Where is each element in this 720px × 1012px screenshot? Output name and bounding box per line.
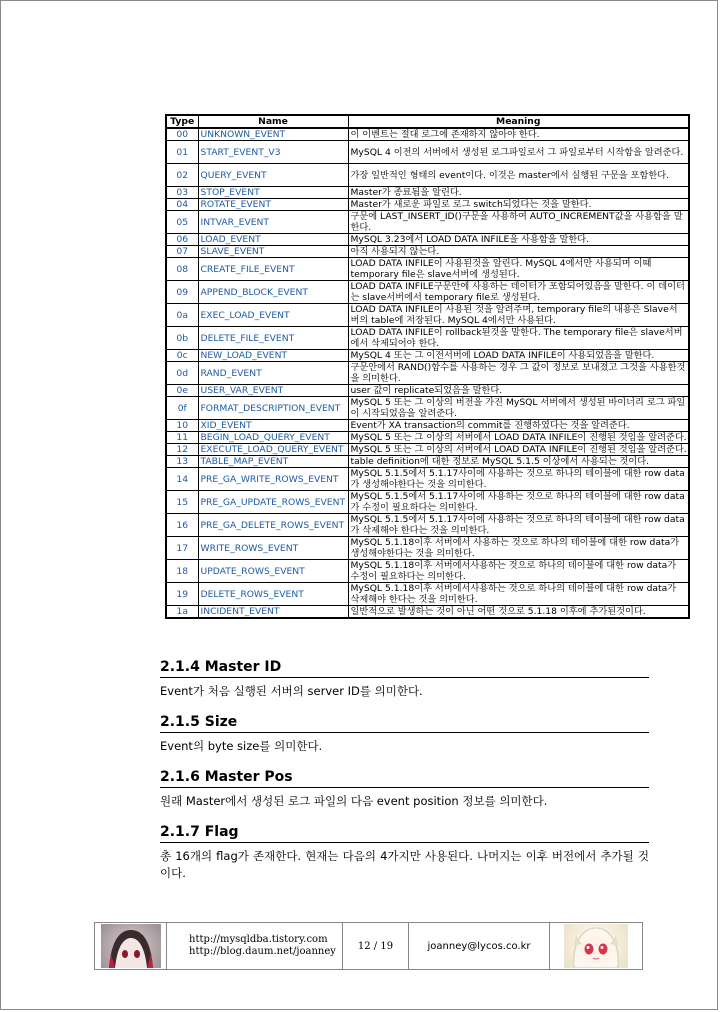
column-header-meaning: Meaning — [348, 115, 689, 128]
event-type-code: 1a — [166, 606, 198, 619]
table-row — [166, 537, 689, 560]
footer-link-tistory[interactable]: http://mysqldba.tistory.com — [189, 934, 328, 945]
event-meaning: 구문안에서 RAND()함수를 사용하는 경우 그 값이 정보로 보내졌고 그것을 사용한것을 의미한다. — [348, 362, 689, 385]
section-title-flag: 2.1.7 Flag — [160, 824, 649, 843]
table-row — [166, 432, 689, 444]
event-name: WRITE_ROWS_EVENT — [198, 537, 348, 560]
event-name: STOP_EVENT — [198, 187, 348, 199]
event-type-table — [165, 114, 690, 619]
table-row — [166, 128, 689, 141]
event-name: PRE_GA_WRITE_ROWS_EVENT — [198, 468, 348, 491]
event-type-code: 00 — [166, 128, 198, 141]
page-footer — [94, 922, 643, 970]
table-row — [166, 199, 689, 211]
footer-email[interactable]: joanney@lycos.co.kr — [409, 923, 550, 969]
event-meaning: 일반적으로 발생하는 것이 아닌 어떤 것으로 5.1.18 이후에 추가된것이다. — [348, 606, 689, 619]
event-meaning: 이 이벤트는 절대 로그에 존재하지 않아야 한다. — [348, 128, 689, 141]
table-row — [166, 514, 689, 537]
event-type-code: 06 — [166, 234, 198, 246]
event-name: INCIDENT_EVENT — [198, 606, 348, 619]
avatar-right — [564, 924, 628, 968]
event-name: INTVAR_EVENT — [198, 211, 348, 234]
section-body-flag: 총 16개의 flag가 존재한다. 현재는 다음의 4가지만 사용된다. 나머지는 이후 버전에서 추가될 것이다. — [160, 849, 649, 880]
event-type-code: 0f — [166, 397, 198, 420]
footer-page-number: 12 / 19 — [343, 923, 409, 969]
event-type-code: 04 — [166, 199, 198, 211]
event-type-code: 05 — [166, 211, 198, 234]
event-type-code: 02 — [166, 164, 198, 187]
event-type-code: 01 — [166, 141, 198, 164]
event-type-code: 09 — [166, 281, 198, 304]
event-meaning: LOAD DATA INFILE구문안에 사용하는 데이터가 포함되어있음을 말한다. 이 데이터는 slave서버에서 temporary file로 생성된다. — [348, 281, 689, 304]
table-row — [166, 327, 689, 350]
event-meaning: Master가 종료됨을 알린다. — [348, 187, 689, 199]
event-type-code: 16 — [166, 514, 198, 537]
avatar-left — [101, 924, 161, 968]
footer-links — [167, 923, 343, 969]
table-row — [166, 164, 689, 187]
event-name: PRE_GA_UPDATE_ROWS_EVENT — [198, 491, 348, 514]
avatar-left-icon — [101, 924, 161, 968]
event-type-code: 11 — [166, 432, 198, 444]
event-rows — [166, 128, 689, 618]
event-meaning: user 값이 replicate되었음을 말한다. — [348, 385, 689, 397]
event-name: DELETE_ROWS_EVENT — [198, 583, 348, 606]
event-meaning: MySQL 3.23에서 LOAD DATA INFILE을 사용함을 말한다. — [348, 234, 689, 246]
event-meaning: MySQL 5 또는 그 이상의 서버에서 LOAD DATA INFILE이 진행된 것임을 알려준다. — [348, 444, 689, 456]
event-meaning: MySQL 5.1.5에서 5.1.17사이에 사용하는 것으로 하나의 테이블에 대한 row data가 삭제해야 한다는 것을 의미한다. — [348, 514, 689, 537]
event-type-code: 0d — [166, 362, 198, 385]
table-row — [166, 234, 689, 246]
event-meaning: 구문에 LAST_INSERT_ID()구문을 사용하여 AUTO_INCREMENT값을 사용함을 말한다. — [348, 211, 689, 234]
event-type-code: 18 — [166, 560, 198, 583]
event-name: EXECUTE_LOAD_QUERY_EVENT — [198, 444, 348, 456]
event-name: SLAVE_EVENT — [198, 246, 348, 258]
event-name: DELETE_FILE_EVENT — [198, 327, 348, 350]
event-meaning: Event가 XA transaction의 commit를 진행하였다는 것을 알려준다. — [348, 420, 689, 432]
event-type-code: 12 — [166, 444, 198, 456]
event-name: FORMAT_DESCRIPTION_EVENT — [198, 397, 348, 420]
event-type-code: 19 — [166, 583, 198, 606]
event-name: NEW_LOAD_EVENT — [198, 350, 348, 362]
table-row — [166, 560, 689, 583]
table-row — [166, 362, 689, 385]
section-title-size: 2.1.5 Size — [160, 714, 649, 733]
table-row — [166, 281, 689, 304]
table-row — [166, 304, 689, 327]
event-type-code: 14 — [166, 468, 198, 491]
event-meaning: LOAD DATA INFILE이 사용된것을 알린다. MySQL 4에서만 사용되며 이때 temporary file은 slave서버에 생성된다. — [348, 258, 689, 281]
event-type-code: 17 — [166, 537, 198, 560]
event-meaning: LOAD DATA INFILE이 사용된 것을 알려주며, temporary file의 내용은 Slave서버의 table에 저장된다. MySQL 4에서만 사용된다. — [348, 304, 689, 327]
table-row — [166, 456, 689, 468]
event-name: START_EVENT_V3 — [198, 141, 348, 164]
event-name: TABLE_MAP_EVENT — [198, 456, 348, 468]
footer-link-daum[interactable]: http://blog.daum.net/joanney — [189, 946, 336, 957]
event-meaning: MySQL 5.1.5에서 5.1.17사이에 사용하는 것으로 하나의 테이블에 대한 row data가 생성해야한다는 것을 의미한다. — [348, 468, 689, 491]
table-row — [166, 606, 689, 619]
event-name: APPEND_BLOCK_EVENT — [198, 281, 348, 304]
event-meaning: MySQL 5.1.5에서 5.1.17사이에 사용하는 것으로 하나의 테이블에 대한 row data가 수정이 필요하다는 의미한다. — [348, 491, 689, 514]
event-name: XID_EVENT — [198, 420, 348, 432]
table-row — [166, 385, 689, 397]
footer-right-image-cell — [550, 923, 642, 969]
event-name: EXEC_LOAD_EVENT — [198, 304, 348, 327]
event-meaning: MySQL 4 이전의 서버에서 생성된 로그파일로서 그 파일로부터 시작함을 알려준다. — [348, 141, 689, 164]
event-meaning: MySQL 5.1.18이후 서버에서사용하는 것으로 하나의 테이블에 대한 row data가 삭제해야 한다는 것을 의미한다. — [348, 583, 689, 606]
event-name: BEGIN_LOAD_QUERY_EVENT — [198, 432, 348, 444]
event-meaning: MySQL 5 또는 그 이상의 서버에서 LOAD DATA INFILE이 진행된 것임을 알려준다. — [348, 432, 689, 444]
event-type-code: 03 — [166, 187, 198, 199]
table-row — [166, 491, 689, 514]
table-row — [166, 468, 689, 491]
event-name: PRE_GA_DELETE_ROWS_EVENT — [198, 514, 348, 537]
event-meaning: MySQL 5.1.18이후 서버에서 사용하는 것으로 하나의 테이블에 대한 row data가 생성해야한다는 것을 의미한다. — [348, 537, 689, 560]
event-type-code: 0a — [166, 304, 198, 327]
section-body-master-id: Event가 처음 실행된 서버의 server ID를 의미한다. — [160, 684, 423, 698]
table-row — [166, 246, 689, 258]
table-row — [166, 583, 689, 606]
event-name: LOAD_EVENT — [198, 234, 348, 246]
table-row — [166, 444, 689, 456]
event-type-code: 08 — [166, 258, 198, 281]
table-row — [166, 258, 689, 281]
event-type-code: 0b — [166, 327, 198, 350]
event-name: CREATE_FILE_EVENT — [198, 258, 348, 281]
section-title-master-id: 2.1.4 Master ID — [160, 659, 649, 678]
table-row — [166, 420, 689, 432]
event-name: ROTATE_EVENT — [198, 199, 348, 211]
column-header-type: Type — [166, 115, 198, 128]
avatar-right-icon — [564, 924, 628, 968]
table-row — [166, 141, 689, 164]
event-meaning: MySQL 5.1.18이후 서버에서사용하는 것으로 하나의 테이블에 대한 row data가 수정이 필요하다는 의미한다. — [348, 560, 689, 583]
table-row — [166, 350, 689, 362]
table-row — [166, 211, 689, 234]
event-meaning: 아직 사용되지 않는다. — [348, 246, 689, 258]
event-meaning: LOAD DATA INFILE이 rollback된것을 말한다. The temporary file은 slave서버에서 삭제되어야 한다. — [348, 327, 689, 350]
event-type-code: 0e — [166, 385, 198, 397]
section-title-master-pos: 2.1.6 Master Pos — [160, 769, 649, 788]
event-type-code: 0c — [166, 350, 198, 362]
event-type-code: 07 — [166, 246, 198, 258]
event-name: RAND_EVENT — [198, 362, 348, 385]
event-name: UPDATE_ROWS_EVENT — [198, 560, 348, 583]
event-name: USER_VAR_EVENT — [198, 385, 348, 397]
event-meaning: MySQL 5 또는 그 이상의 버전을 가진 MySQL 서버에서 생성된 바이너리 로그 파일이 시작되었음을 알려준다. — [348, 397, 689, 420]
event-type-code: 10 — [166, 420, 198, 432]
event-type-code: 13 — [166, 456, 198, 468]
event-meaning: Master가 새로운 파일로 로그 switch되었다는 것을 말한다. — [348, 199, 689, 211]
event-meaning: table definition에 대한 정보로 MySQL 5.1.5 이상에서 사용되는 것이다. — [348, 456, 689, 468]
event-type-code: 15 — [166, 491, 198, 514]
event-meaning: 가장 일반적인 형태의 event이다. 이것은 master에서 실행된 구문을 포함한다. — [348, 164, 689, 187]
section-body-master-pos: 원래 Master에서 생성된 로그 파일의 다음 event position 정보를 의미한다. — [160, 794, 548, 808]
footer-left-image-cell — [95, 923, 167, 969]
event-meaning: MySQL 4 또는 그 이전서버에 LOAD DATA INFILE이 사용되었음을 말한다. — [348, 350, 689, 362]
event-name: QUERY_EVENT — [198, 164, 348, 187]
section-body-size: Event의 byte size를 의미한다. — [160, 739, 323, 753]
column-header-name: Name — [198, 115, 348, 128]
table-row — [166, 397, 689, 420]
event-name: UNKNOWN_EVENT — [198, 128, 348, 141]
table-row — [166, 187, 689, 199]
